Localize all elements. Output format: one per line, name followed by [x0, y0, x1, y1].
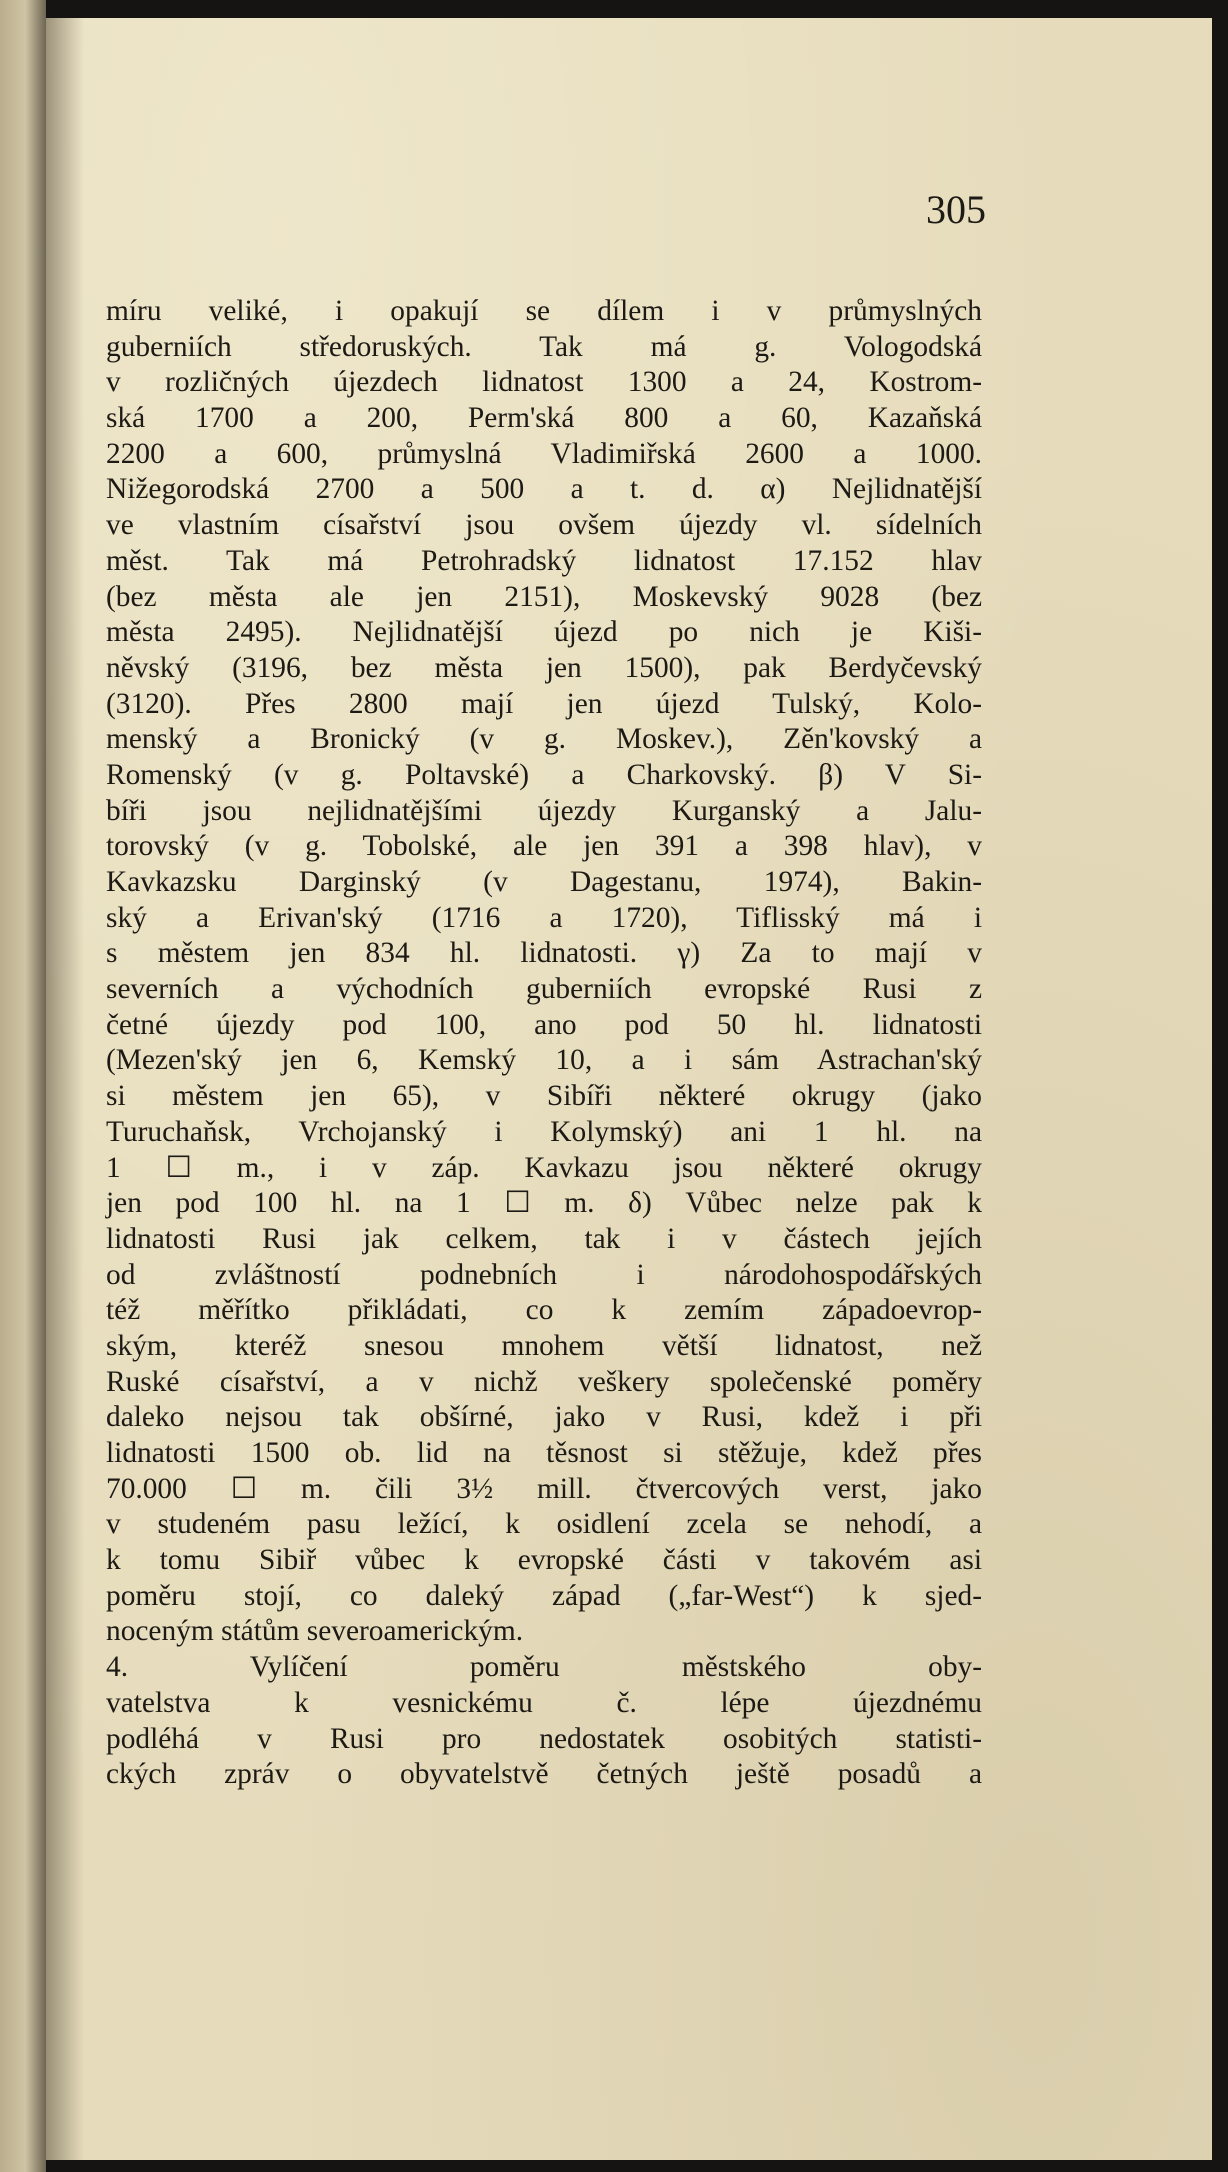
section-heading-line: 4. Vylíčení poměru městského oby-: [106, 1651, 982, 1684]
text-line: poměru stojí, co daleký západ („far-West“) k sjed-: [106, 1579, 982, 1612]
text-line: lidnatosti 1500 ob. lid na těsnost si stěžuje, kdež přes: [106, 1437, 982, 1469]
adjacent-page-edge: [0, 0, 46, 2172]
section-heading-line: vatelstva k vesnickému č. lépe újezdnému: [106, 1686, 982, 1719]
text-line: podléhá v Rusi pro nedostatek osobitých statisti-: [106, 1722, 982, 1755]
text-line: něvský (3196, bez města jen 1500), pak Berdyčevský: [106, 651, 982, 684]
text-line: 1 ☐ m., i v záp. Kavkazu jsou některé okrugy: [106, 1151, 982, 1184]
text-line: v studeném pasu ležící, k osidlení zcela se nehodí, a: [106, 1508, 982, 1541]
text-line: noceným státům severoamerickým.: [106, 1615, 524, 1648]
text-line: guberniích středoruských. Tak má g. Vologodská: [106, 330, 982, 363]
text-line: od zvláštností podnebních i národohospodářských: [106, 1258, 982, 1291]
text-line: Kavkazsku Darginský (v Dagestanu, 1974), Bakin-: [106, 866, 982, 898]
text-line: měst. Tak má Petrohradský lidnatost 17.152 hlav: [106, 544, 982, 577]
page-number: 305: [926, 187, 986, 232]
text-line: bíři jsou nejlidnatějšími újezdy Kurganský a Jalu-: [106, 794, 982, 827]
text-line: ským, kteréž snesou mnohem větší lidnatost, než: [106, 1329, 982, 1362]
text-line: v rozličných újezdech lidnatost 1300 a 24, Kostrom-: [106, 366, 982, 399]
body-text: [106, 294, 982, 1793]
text-line: torovský (v g. Tobolské, ale jen 391 a 398 hlav), v: [106, 830, 982, 863]
text-line: severních a východních guberniích evropské Rusi z: [106, 973, 982, 1006]
text-line: s městem jen 834 hl. lidnatosti. γ) Za to mají v: [106, 937, 982, 970]
text-line: 2200 a 600, průmyslná Vladimiřská 2600 a 1000.: [106, 437, 982, 470]
text-line: Ruské císařství, a v nichž veškery společenské poměry: [106, 1365, 982, 1398]
text-line: (Mezen'ský jen 6, Kemský 10, a i sám Astrachan'ský: [106, 1044, 982, 1077]
text-line: (3120). Přes 2800 mají jen újezd Tulský, Kolo-: [106, 687, 982, 720]
text-line: daleko nejsou tak obšírné, jako v Rusi, kdež i při: [106, 1401, 982, 1434]
text-line: ská 1700 a 200, Perm'ská 800 a 60, Kazaňská: [106, 402, 982, 435]
text-line: k tomu Sibiř vůbec k evropské části v takovém asi: [106, 1544, 982, 1577]
text-line: četné újezdy pod 100, ano pod 50 hl. lidnatosti: [106, 1008, 982, 1041]
text-line: jen pod 100 hl. na 1 ☐ m. δ) Vůbec nelze pak k: [106, 1187, 982, 1220]
text-line: ve vlastním císařství jsou ovšem újezdy vl. sídelních: [106, 509, 982, 542]
text-line: lidnatosti Rusi jak celkem, tak i v částech jejích: [106, 1222, 982, 1255]
text-line: si městem jen 65), v Sibíři některé okrugy (jako: [106, 1080, 982, 1113]
text-line: menský a Bronický (v g. Moskev.), Zěn'kovský a: [106, 723, 982, 756]
text-line: Turuchaňsk, Vrchojanský i Kolymský) ani 1 hl. na: [106, 1115, 982, 1148]
text-line: města 2495). Nejlidnatější újezd po nich je Kiši-: [106, 616, 982, 649]
text-line: ckých zpráv o obyvatelstvě četných ještě posadů a: [106, 1758, 982, 1791]
text-line: 70.000 ☐ m. čili 3½ mill. čtvercových verst, jako: [106, 1472, 982, 1505]
binding-gutter-shadow: [46, 18, 84, 2160]
text-line: míru veliké, i opakují se dílem i v průmyslných: [106, 295, 982, 327]
text-line: Romenský (v g. Poltavské) a Charkovský. β) V Si-: [106, 758, 982, 791]
text-line: (bez města ale jen 2151), Moskevský 9028 (bez: [106, 580, 982, 613]
text-line: též měřítko přikládati, co k zemím západoevrop-: [106, 1294, 982, 1327]
text-line: Nižegorodská 2700 a 500 a t. d. α) Nejlidnatější: [106, 473, 982, 506]
text-line: ský a Erivan'ský (1716 a 1720), Tiflisský má i: [106, 901, 982, 934]
